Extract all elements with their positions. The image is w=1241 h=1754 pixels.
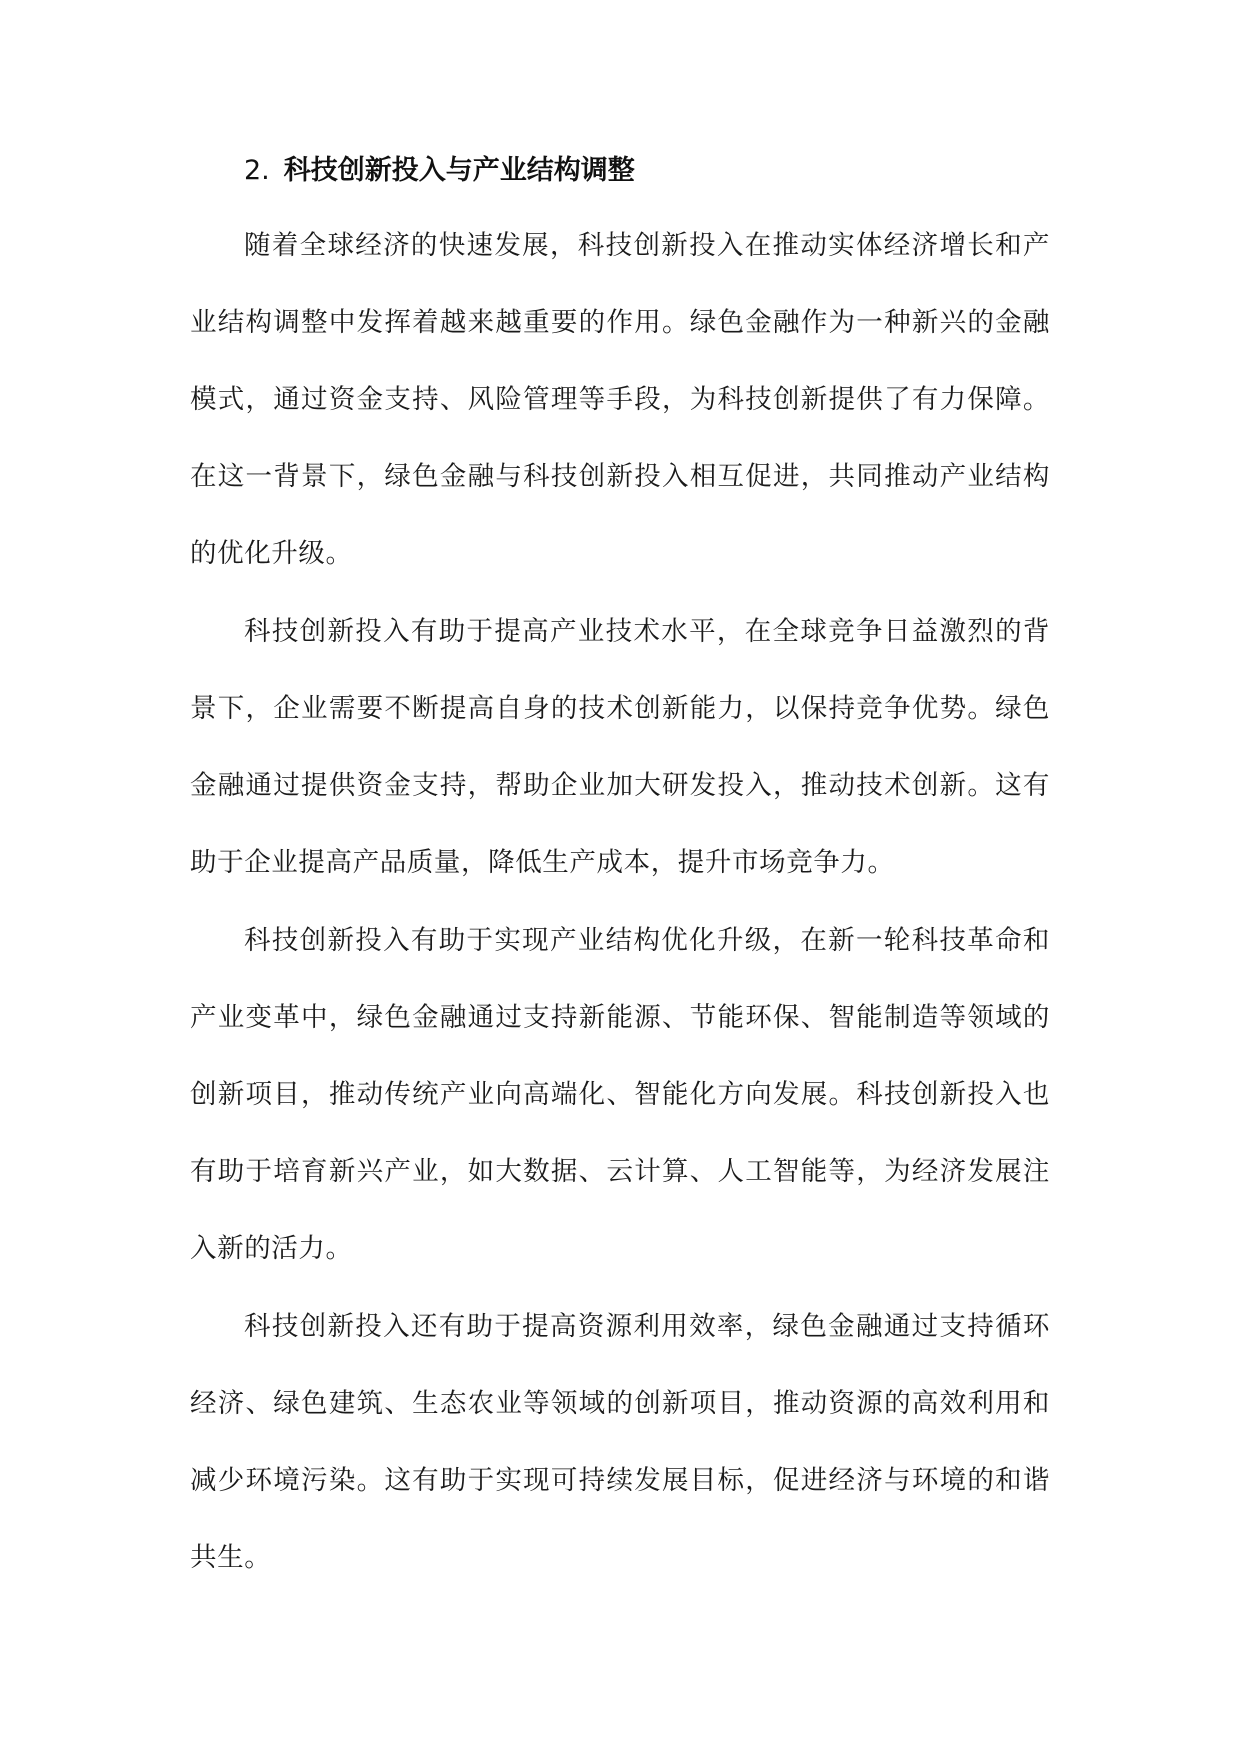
body-paragraph-3: 科技创新投入有助于实现产业结构优化升级，在新一轮科技革命和产业变革中，绿色金融通过支持新能源、节能环保、智能制造等领域的创新项目，推动传统产业向高端化、智能化方向发展。科技创新投入也有助于培育新兴产业，如大数据、云计算、人工智能等，为经济发展注入新的活力。 — [190, 925, 1050, 1264]
body-paragraph-2: 科技创新投入有助于提高产业技术水平，在全球竞争日益激烈的背景下，企业需要不断提高自身的技术创新能力，以保持竞争优势。绿色金融通过提供资金支持，帮助企业加大研发投入，推动技术创新。这有助于企业提高产品质量，降低生产成本，提升市场竞争力。 — [190, 616, 1050, 878]
section-number: 2. — [244, 155, 270, 186]
body-paragraph-1: 随着全球经济的快速发展，科技创新投入在推动实体经济增长和产业结构调整中发挥着越来越重要的作用。绿色金融作为一种新兴的金融模式，通过资金支持、风险管理等手段，为科技创新提供了有力保障。在这一背景下，绿色金融与科技创新投入相互促进，共同推动产业结构的优化升级。 — [190, 230, 1050, 569]
body-paragraph-4: 科技创新投入还有助于提高资源利用效率，绿色金融通过支持循环经济、绿色建筑、生态农业等领域的创新项目，推动资源的高效利用和减少环境污染。这有助于实现可持续发展目标，促进经济与环境的和谐共生。 — [190, 1311, 1050, 1573]
section-title: 科技创新投入与产业结构调整 — [283, 155, 635, 186]
section-heading — [244, 148, 635, 194]
